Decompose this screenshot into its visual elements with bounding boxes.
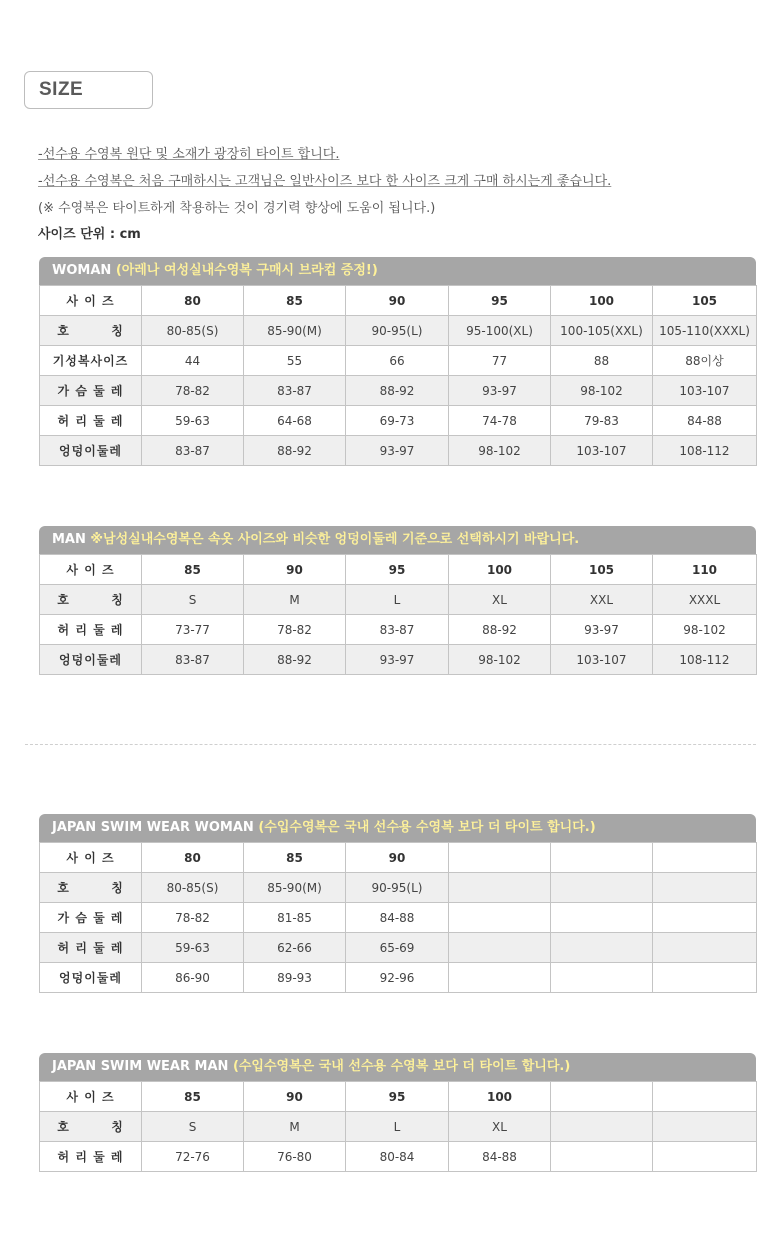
size-cell: 78-82 bbox=[244, 615, 346, 645]
size-cell: 88-92 bbox=[449, 615, 551, 645]
size-cell: 108-112 bbox=[653, 436, 757, 466]
size-cell bbox=[551, 1142, 653, 1172]
table-row bbox=[40, 585, 757, 615]
table-header-row bbox=[40, 843, 757, 873]
row-label: 호 칭 bbox=[40, 316, 142, 346]
size-cell: S bbox=[142, 585, 244, 615]
row-label: 엉덩이둘레 bbox=[40, 645, 142, 675]
size-cell: 93-97 bbox=[346, 645, 449, 675]
table-row bbox=[40, 933, 757, 963]
row-label: 호 칭 bbox=[40, 873, 142, 903]
row-label: 허 리 둘 레 bbox=[40, 933, 142, 963]
size-cell bbox=[449, 963, 551, 993]
size-cell bbox=[551, 933, 653, 963]
section-divider bbox=[25, 744, 756, 745]
table-header-row bbox=[40, 1082, 757, 1112]
size-cell: 88-92 bbox=[244, 436, 346, 466]
table-row bbox=[40, 963, 757, 993]
row-label: 호 칭 bbox=[40, 1112, 142, 1142]
size-cell: 88-92 bbox=[244, 645, 346, 675]
size-table-grid bbox=[39, 285, 757, 466]
size-cell bbox=[653, 1112, 757, 1142]
size-cell bbox=[653, 933, 757, 963]
size-cell: 74-78 bbox=[449, 406, 551, 436]
size-cell: XXXL bbox=[653, 585, 757, 615]
row-label: 허 리 둘 레 bbox=[40, 615, 142, 645]
size-cell: 69-73 bbox=[346, 406, 449, 436]
size-cell: XL bbox=[449, 585, 551, 615]
size-cell bbox=[551, 873, 653, 903]
size-cell: 73-77 bbox=[142, 615, 244, 645]
table-subtitle: (수입수영복은 국내 선수용 수영복 보다 더 타이트 합니다.) bbox=[258, 820, 596, 835]
unit-label: 사이즈 단위 : cm bbox=[38, 227, 141, 242]
table-row bbox=[40, 903, 757, 933]
size-cell: 98-102 bbox=[653, 615, 757, 645]
size-cell: 92-96 bbox=[346, 963, 449, 993]
size-cell: 103-107 bbox=[653, 376, 757, 406]
size-cell: 105-110(XXXL) bbox=[653, 316, 757, 346]
size-cell: 88-92 bbox=[346, 376, 449, 406]
size-heading: SIZE bbox=[39, 79, 84, 100]
size-cell bbox=[551, 843, 653, 873]
size-cell bbox=[449, 873, 551, 903]
size-cell bbox=[551, 1112, 653, 1142]
table-title: JAPAN SWIM WEAR MAN bbox=[52, 1059, 229, 1074]
table-row bbox=[40, 1142, 757, 1172]
size-cell: 98-102 bbox=[449, 436, 551, 466]
size-cell: 84-88 bbox=[653, 406, 757, 436]
size-table-grid bbox=[39, 842, 757, 993]
japan-man-size-table bbox=[39, 1053, 756, 1172]
size-cell: 100 bbox=[551, 286, 653, 316]
size-cell: 90 bbox=[244, 1082, 346, 1112]
size-cell bbox=[653, 1082, 757, 1112]
row-label: 가 슴 둘 레 bbox=[40, 903, 142, 933]
size-cell: M bbox=[244, 1112, 346, 1142]
row-label: 사 이 즈 bbox=[40, 1082, 142, 1112]
size-cell: 90 bbox=[346, 286, 449, 316]
row-label: 허 리 둘 레 bbox=[40, 1142, 142, 1172]
note-3: (※ 수영복은 타이트하게 착용하는 것이 경기력 향상에 도움이 됩니다.) bbox=[38, 201, 436, 216]
size-cell: 90-95(L) bbox=[346, 873, 449, 903]
table-row bbox=[40, 436, 757, 466]
size-cell bbox=[653, 843, 757, 873]
size-cell: 100 bbox=[449, 1082, 551, 1112]
size-cell bbox=[449, 843, 551, 873]
size-cell: 84-88 bbox=[346, 903, 449, 933]
size-cell: 86-90 bbox=[142, 963, 244, 993]
size-cell: 85 bbox=[142, 555, 244, 585]
size-cell: 95 bbox=[346, 555, 449, 585]
size-cell: 98-102 bbox=[551, 376, 653, 406]
table-row bbox=[40, 1112, 757, 1142]
size-cell: 83-87 bbox=[346, 615, 449, 645]
size-cell: 95 bbox=[346, 1082, 449, 1112]
size-cell: S bbox=[142, 1112, 244, 1142]
size-cell: 83-87 bbox=[244, 376, 346, 406]
size-cell: 85-90(M) bbox=[244, 873, 346, 903]
table-row bbox=[40, 406, 757, 436]
size-cell bbox=[653, 1142, 757, 1172]
size-cell bbox=[551, 903, 653, 933]
note-2: -선수용 수영복은 처음 구매하시는 고객님은 일반사이즈 보다 한 사이즈 크게 구매 하시는게 좋습니다. bbox=[38, 174, 612, 189]
table-title: WOMAN bbox=[52, 263, 112, 278]
size-cell: 105 bbox=[551, 555, 653, 585]
man-size-table bbox=[39, 526, 756, 675]
row-label: 사 이 즈 bbox=[40, 843, 142, 873]
note-1: -선수용 수영복 원단 및 소재가 광장히 타이트 합니다. bbox=[38, 147, 340, 162]
size-table-grid bbox=[39, 1081, 757, 1172]
size-cell: 110 bbox=[653, 555, 757, 585]
size-cell: 84-88 bbox=[449, 1142, 551, 1172]
size-cell: 89-93 bbox=[244, 963, 346, 993]
size-cell: 59-63 bbox=[142, 406, 244, 436]
table-row bbox=[40, 615, 757, 645]
table-row bbox=[40, 645, 757, 675]
size-cell: 76-80 bbox=[244, 1142, 346, 1172]
size-cell: 44 bbox=[142, 346, 244, 376]
size-cell: 78-82 bbox=[142, 376, 244, 406]
size-cell: 79-83 bbox=[551, 406, 653, 436]
woman-size-table bbox=[39, 257, 756, 466]
table-row bbox=[40, 316, 757, 346]
size-cell bbox=[449, 903, 551, 933]
size-cell: 88 bbox=[551, 346, 653, 376]
size-cell bbox=[551, 963, 653, 993]
size-cell bbox=[653, 963, 757, 993]
table-row bbox=[40, 873, 757, 903]
row-label: 사 이 즈 bbox=[40, 555, 142, 585]
size-cell: 85-90(M) bbox=[244, 316, 346, 346]
table-header bbox=[39, 1053, 756, 1081]
size-cell: 103-107 bbox=[551, 436, 653, 466]
size-cell: 77 bbox=[449, 346, 551, 376]
size-cell: 78-82 bbox=[142, 903, 244, 933]
size-cell: M bbox=[244, 585, 346, 615]
table-title: JAPAN SWIM WEAR WOMAN bbox=[52, 820, 254, 835]
size-cell: 66 bbox=[346, 346, 449, 376]
size-cell bbox=[449, 933, 551, 963]
row-label: 호 칭 bbox=[40, 585, 142, 615]
size-cell: 93-97 bbox=[551, 615, 653, 645]
table-subtitle: (아레나 여성실내수영복 구매시 브라컵 증정!) bbox=[115, 263, 378, 278]
size-cell: 93-97 bbox=[449, 376, 551, 406]
size-cell bbox=[653, 903, 757, 933]
table-header bbox=[39, 814, 756, 842]
row-label: 가 슴 둘 레 bbox=[40, 376, 142, 406]
row-label: 허 리 둘 레 bbox=[40, 406, 142, 436]
size-cell: 80-84 bbox=[346, 1142, 449, 1172]
size-cell: 80-85(S) bbox=[142, 316, 244, 346]
size-cell: 88이상 bbox=[653, 346, 757, 376]
size-cell: 108-112 bbox=[653, 645, 757, 675]
table-header bbox=[39, 257, 756, 285]
size-cell: 100 bbox=[449, 555, 551, 585]
table-row bbox=[40, 376, 757, 406]
size-cell: 93-97 bbox=[346, 436, 449, 466]
size-cell: 105 bbox=[653, 286, 757, 316]
size-heading-box bbox=[24, 71, 153, 109]
table-subtitle: (수입수영복은 국내 선수용 수영복 보다 더 타이트 합니다.) bbox=[232, 1059, 571, 1074]
size-cell: 83-87 bbox=[142, 645, 244, 675]
table-subtitle: ※남성실내수영복은 속옷 사이즈와 비슷한 엉덩이둘레 기준으로 선택하시기 바랍니다. bbox=[90, 532, 580, 547]
table-header-row bbox=[40, 286, 757, 316]
size-cell: 65-69 bbox=[346, 933, 449, 963]
size-cell: 90 bbox=[346, 843, 449, 873]
size-cell: 83-87 bbox=[142, 436, 244, 466]
row-label: 엉덩이둘레 bbox=[40, 436, 142, 466]
size-cell: XL bbox=[449, 1112, 551, 1142]
table-row bbox=[40, 346, 757, 376]
size-cell: 80-85(S) bbox=[142, 873, 244, 903]
size-cell bbox=[653, 873, 757, 903]
table-header-row bbox=[40, 555, 757, 585]
size-cell: L bbox=[346, 585, 449, 615]
size-cell: 103-107 bbox=[551, 645, 653, 675]
size-cell: 90 bbox=[244, 555, 346, 585]
size-cell: 85 bbox=[244, 286, 346, 316]
row-label: 기성복사이즈 bbox=[40, 346, 142, 376]
size-cell: 55 bbox=[244, 346, 346, 376]
size-cell: 80 bbox=[142, 286, 244, 316]
size-cell: 85 bbox=[244, 843, 346, 873]
size-cell: 95 bbox=[449, 286, 551, 316]
size-cell: 98-102 bbox=[449, 645, 551, 675]
row-label: 엉덩이둘레 bbox=[40, 963, 142, 993]
size-cell: 80 bbox=[142, 843, 244, 873]
size-cell: 95-100(XL) bbox=[449, 316, 551, 346]
size-cell bbox=[551, 1082, 653, 1112]
size-cell: 100-105(XXL) bbox=[551, 316, 653, 346]
size-cell: 81-85 bbox=[244, 903, 346, 933]
table-header bbox=[39, 526, 756, 554]
size-table-grid bbox=[39, 554, 757, 675]
size-cell: 62-66 bbox=[244, 933, 346, 963]
size-cell: XXL bbox=[551, 585, 653, 615]
size-cell: 90-95(L) bbox=[346, 316, 449, 346]
japan-woman-size-table bbox=[39, 814, 756, 993]
size-cell: L bbox=[346, 1112, 449, 1142]
size-cell: 64-68 bbox=[244, 406, 346, 436]
size-cell: 85 bbox=[142, 1082, 244, 1112]
table-title: MAN bbox=[52, 532, 86, 547]
size-cell: 72-76 bbox=[142, 1142, 244, 1172]
size-cell: 59-63 bbox=[142, 933, 244, 963]
row-label: 사 이 즈 bbox=[40, 286, 142, 316]
